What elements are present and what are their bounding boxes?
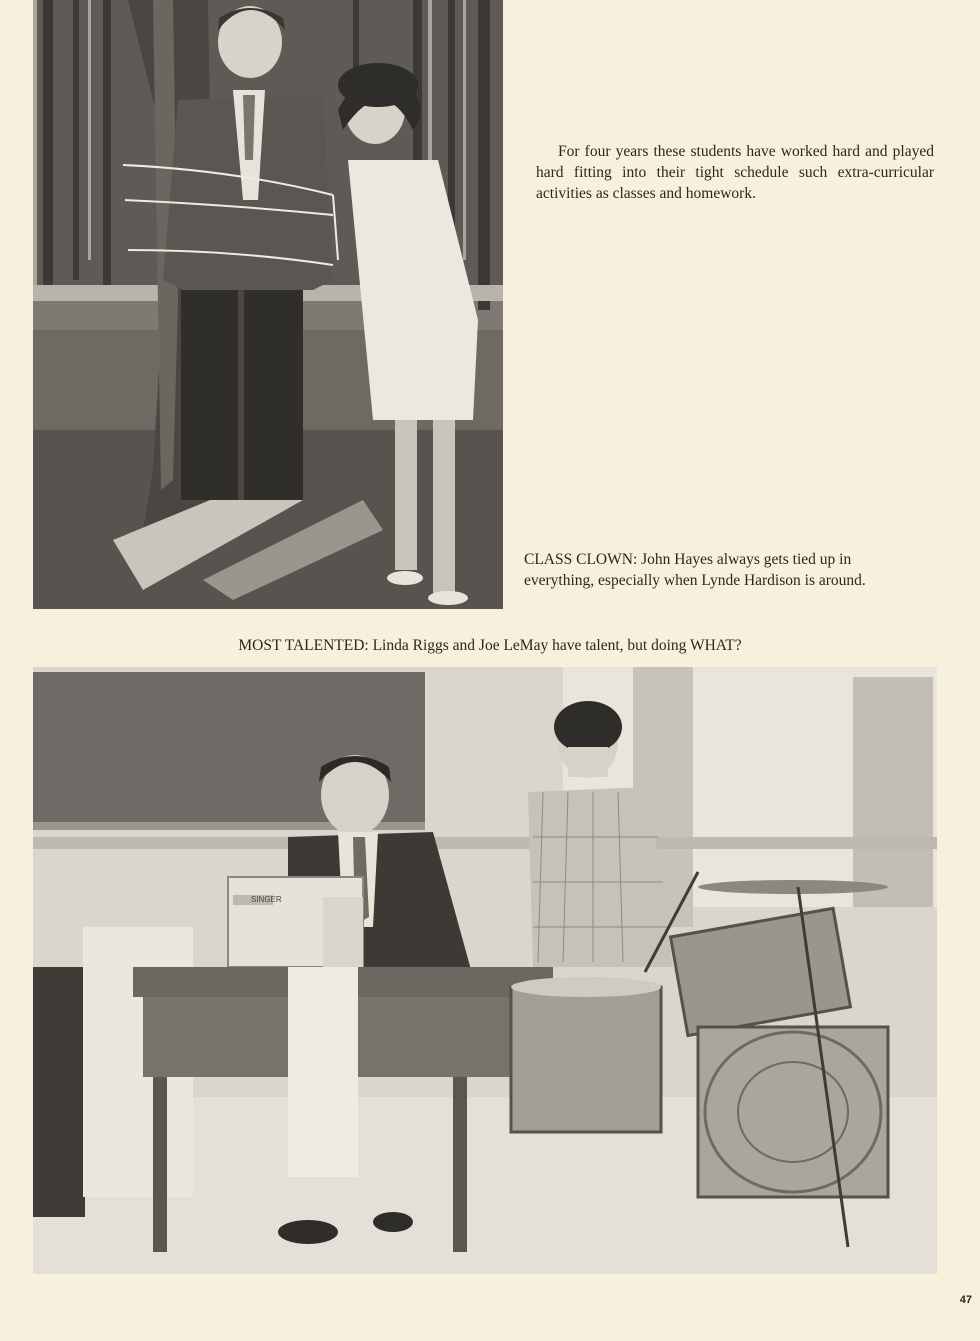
most-talented-photo (33, 667, 937, 1274)
class-clown-photo (33, 0, 503, 609)
sewing-machine-brand: SINGER (251, 895, 282, 904)
page-number: 47 (959, 1294, 972, 1306)
class-clown-caption: CLASS CLOWN: John Hayes always gets tied up in everything, especially when Lynde Hardison is around. (524, 551, 866, 589)
most-talented-caption: MOST TALENTED: Linda Riggs and Joe LeMay have talent, but doing WHAT? (238, 637, 742, 654)
intro-paragraph: For four years these students have worked hard and played hard fitting into their tight schedule such extra-curricular activities as classes and homework. (536, 143, 934, 202)
